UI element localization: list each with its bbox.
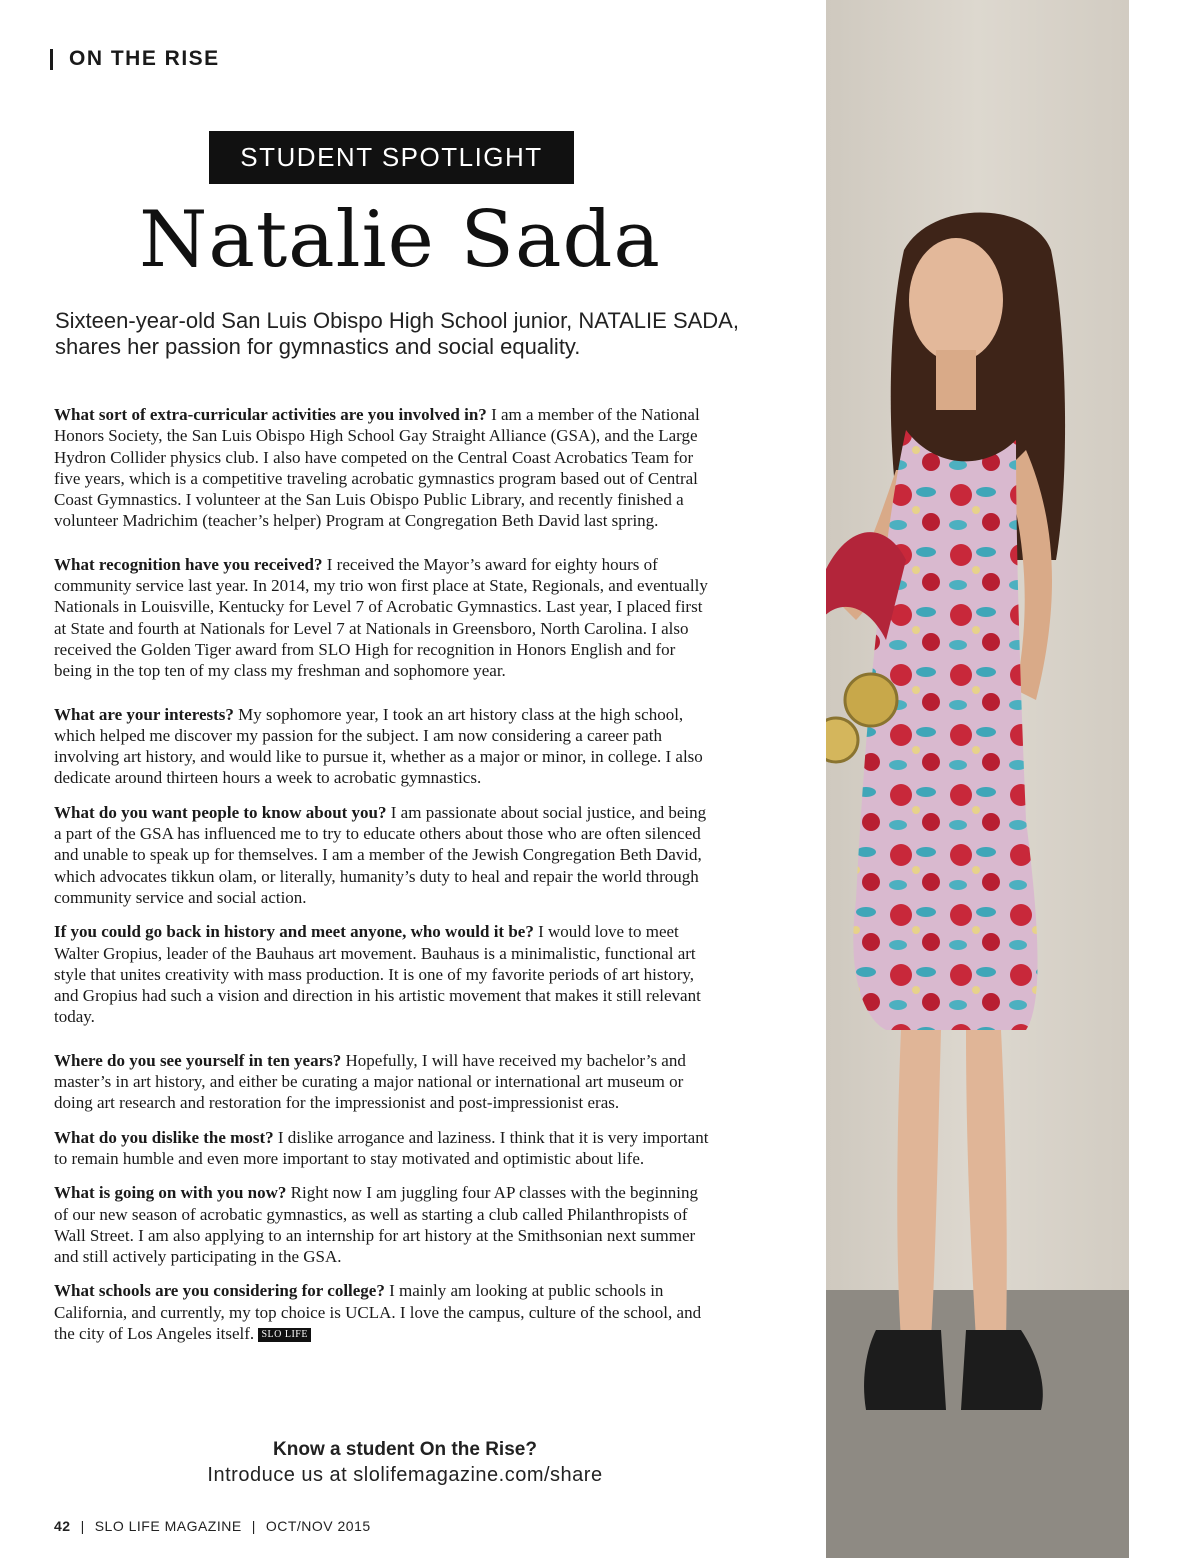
face <box>909 238 1003 362</box>
publication-name: SLO LIFE MAGAZINE <box>94 1518 242 1534</box>
question: What do you dislike the most? <box>54 1127 274 1147</box>
qa-item <box>54 921 714 1027</box>
neck <box>936 350 976 410</box>
qa-item <box>54 554 714 682</box>
spotlight-box <box>209 131 574 184</box>
qa-item <box>54 1182 714 1267</box>
medal <box>826 718 858 762</box>
footer-separator: | <box>80 1518 85 1534</box>
student-photo <box>826 0 1129 1558</box>
medal <box>845 674 897 726</box>
slo-life-end-badge: SLO LIFE <box>258 1328 311 1342</box>
answer: My sophomore year, I took an art history class at the high school, which helped me discover my passion for the subject. I am now considering a career path involving art history, and would like to pursue it, whether as a major or minor, in college. I also dedicate around thirteen hours a week to acrobatic gymnastics. <box>54 704 703 788</box>
answer: I would love to meet Walter Gropius, leader of the Bauhaus art movement. Bauhaus is a minimalistic, functional art style that unites creativity with mass production. It is one of my favorite periods of art history, and Gropius had such a vision and direction in his artistic movement that makes it still relevant today. <box>54 922 701 1027</box>
qa-item <box>54 1127 714 1170</box>
answer: I am a member of the National Honors Society, the San Luis Obispo High School Gay Straight Alliance (GSA), and the Large Hydron Collider physics club. I also have competed on the Central Coast Acrobatics Team for five years, which is a competitive traveling acrobatic gymnastics program based out of Central Coast Gymnastics. I volunteer at the San Luis Obispo Public Library, and recently finished a volunteer Madrichim (teacher’s helper) Program at Congregation Beth David last spring. <box>54 405 700 531</box>
student-photo-illustration <box>826 0 1129 1558</box>
call-to-action <box>90 1438 720 1488</box>
qa-item <box>54 704 714 789</box>
section-label: ON THE RISE <box>69 47 220 70</box>
answer: Hopefully, I will have received my bachelor’s and master’s in art history, and either be curating a major national or international art museum or doing art research and restoration for the impressionist and post-impressionist eras. <box>54 1050 686 1113</box>
question: If you could go back in history and meet anyone, who would it be? <box>54 922 534 942</box>
question: Where do you see yourself in ten years? <box>54 1050 342 1070</box>
cta-heading: Know a student On the Rise? <box>273 1439 537 1460</box>
headline: Natalie Sada <box>139 195 661 285</box>
question: What sort of extra-curricular activities are you involved in? <box>54 405 487 424</box>
qa-item <box>54 802 714 908</box>
section-bar <box>50 49 53 70</box>
answer: I dislike arrogance and laziness. I think that it is very important to remain humble and even more important to stay motivated and optimistic about life. <box>54 1127 709 1168</box>
question: What do you want people to know about you? <box>54 802 387 822</box>
answer: I mainly am looking at public schools in California, and currently, my top choice is UCLA. I love the campus, culture of the school, and the city of Los Angeles itself. <box>54 1281 702 1343</box>
section-tag <box>50 47 220 71</box>
footer-separator: | <box>251 1518 256 1534</box>
answer: Right now I am juggling four AP classes with the beginning of our new season of acrobatic gymnastics, as well as starting a club called Philanthropists of Wall Street. I am also applying to an internship for art history at the Smithsonian next summer and still actively participating in the GSA. <box>54 1183 698 1267</box>
page-footer <box>54 1518 371 1534</box>
qa-item <box>54 404 714 532</box>
qa-item <box>54 1050 714 1114</box>
question: What schools are you considering for college? <box>54 1281 385 1301</box>
qa-body <box>54 404 714 1344</box>
spotlight-label: STUDENT SPOTLIGHT <box>240 142 543 172</box>
answer: I received the Mayor’s award for eighty hours of community service last year. In 2014, my trio won first place at State, Regionals, and eventually Nationals in Louisville, Kentucky for Level 7 of Acrobatic Gymnastics. Last year, I placed first at State and fourth at Nationals for Level 7 at Nationals in Greensboro, North Carolina. I also received the Golden Tiger award from SLO High for recognition in Honors English and for being in the top ten of my class my freshman and sophomore year. <box>54 554 708 681</box>
left-sandal <box>864 1330 946 1410</box>
qa-item <box>54 1280 714 1344</box>
question: What recognition have you received? <box>54 554 323 574</box>
answer: I am passionate about social justice, and being a part of the GSA has influenced me to try to educate others about those who are often silenced and unable to speak up for themselves. I am a member of the Jewish Congregation Beth David, which advocates tikkun olam, or literally, humanity’s duty to heal and repair the world through community service and social action. <box>54 802 707 907</box>
question: What are your interests? <box>54 704 234 724</box>
cta-link-text: Introduce us at slolifemagazine.com/share <box>207 1464 603 1486</box>
issue-date: OCT/NOV 2015 <box>265 1518 371 1534</box>
question: What is going on with you now? <box>54 1183 287 1203</box>
page-number: 42 <box>54 1518 71 1534</box>
dek: Sixteen-year-old San Luis Obispo High School junior, NATALIE SADA, shares her passion for gymnastics and social equality. <box>55 308 739 359</box>
